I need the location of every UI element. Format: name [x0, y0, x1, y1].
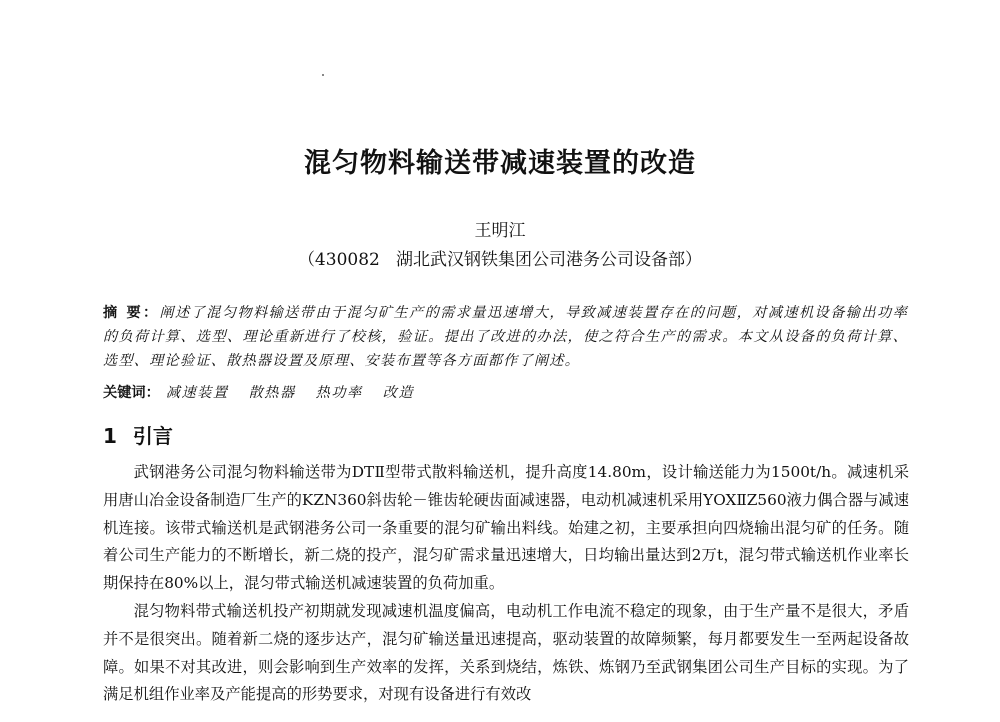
abstract-label: 摘 要：: [103, 305, 160, 321]
author-affiliation: （430082 湖北武汉钢铁集团公司港务公司设备部）: [297, 250, 703, 270]
keyword: 散热器: [248, 385, 296, 401]
paragraph: 武钢港务公司混匀物料输送带为DTⅡ型带式散料输送机，提升高度14.80m，设计输送能力为1500t/h。减速机采用唐山冶金设备制造厂生产的KZN360斜齿轮－锥齿轮硬齿面减速器，电动机减速机采用YOXⅡZ560液力偶合器与减速机连接。该带式输送机是武钢港务公司一条重要的混匀矿输出料线。始建之初，主要承担向四烧输出混匀矿的任务。随着公司生产能力的不断增长，新二烧的投产，混匀矿需求量迅速增大，日均输出量达到2万t，混匀带式输送机作业率长期保持在80%以上，混匀带式输送机减速装置的负荷加重。: [103, 463, 909, 593]
section-number: 1: [103, 424, 117, 448]
body-text: [103, 459, 909, 709]
paper-title: 混匀物料输送带减速装置的改造: [304, 148, 696, 179]
author-name: 王明江: [474, 221, 526, 241]
section-heading: [103, 420, 173, 449]
keyword: 减速装置: [165, 385, 229, 401]
keyword: 热功率: [315, 385, 363, 401]
keywords-label: 关键词：: [103, 385, 160, 401]
paragraph: 混匀物料带式输送机投产初期就发现减速机温度偏高，电动机工作电流不稳定的现象，由于生产量不是很大，矛盾并不是很突出。随着新二烧的逐步达产，混匀矿输送量迅速提高，驱动装置的故障频繁，每月都要发生一至两起设备故障。如果不对其改进，则会影响到生产效率的发挥，关系到烧结，炼铁、炼钢乃至武钢集团公司生产目标的实现。为了满足机组作业率及产能提高的形势要求，对现有设备进行有效改: [103, 601, 909, 704]
abstract-text: 阐述了混匀物料输送带由于混匀矿生产的需求量迅速增大，导致减速装置存在的问题，对减速机设备输出功率的负荷计算、选型、理论重新进行了校核，验证。提出了改进的办法，使之符合生产的需求。本文从设备的负荷计算、选型、理论验证、散热器设置及原理、安装布置等各方面都作了阐述。: [103, 305, 908, 369]
abstract: [103, 301, 908, 373]
section-title: 引言: [132, 424, 173, 448]
keyword: 改造: [382, 385, 415, 401]
keywords: [103, 382, 908, 402]
scan-speck: [322, 74, 324, 76]
